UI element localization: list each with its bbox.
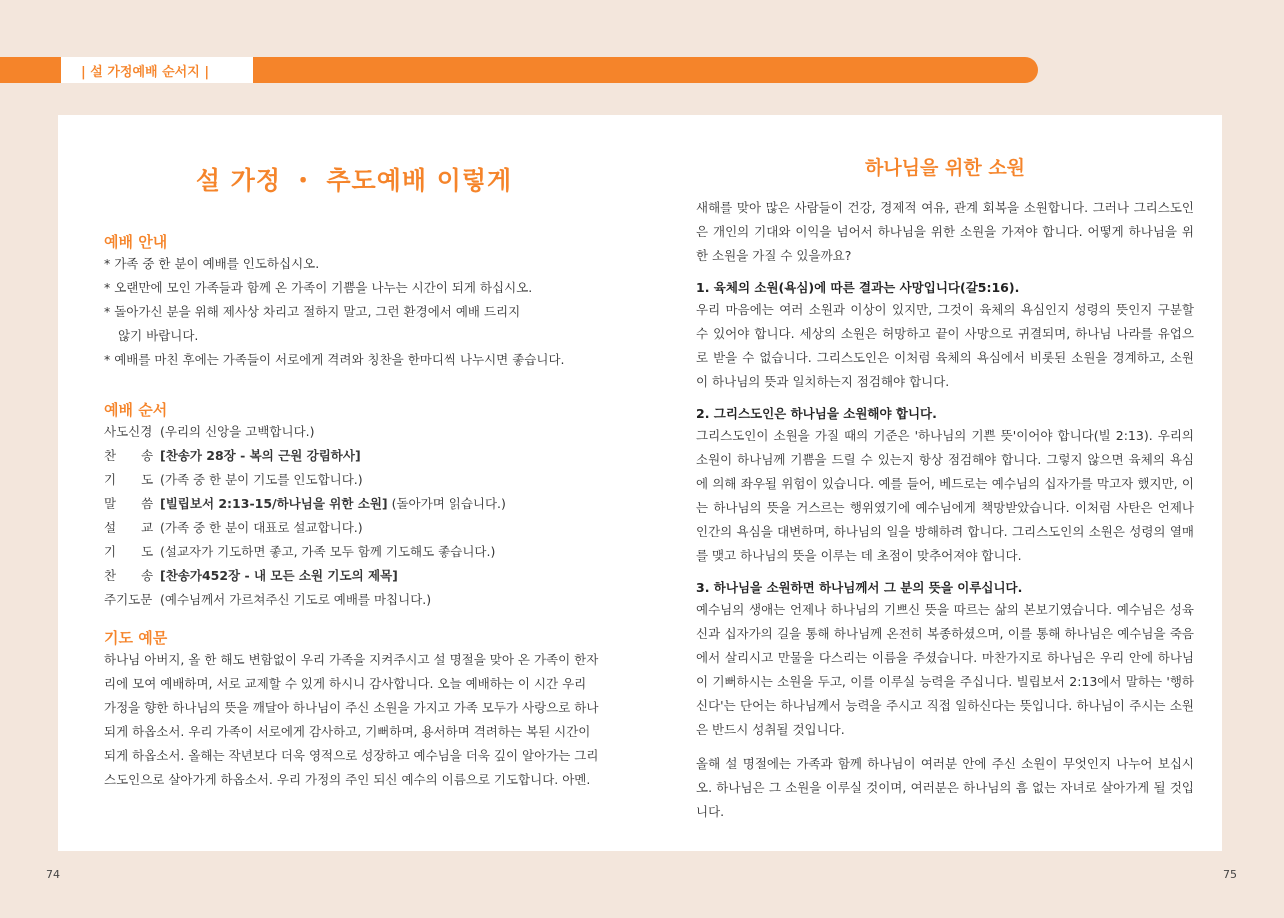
sermon-intro: 새해를 맞아 많은 사람들이 건강, 경제적 여유, 관계 회복을 소원합니다. 그러나 그리스도인은 개인의 기대와 이익을 넘어서 하나님을 위한 소원을 가져야 합니다. 어떻게 하나님을 위한 소원을 가질 수 있을까요? — [696, 200, 1194, 263]
page-number-left: 74 — [46, 868, 60, 881]
order-row: 기 도 (설교자가 기도하면 좋고, 가족 모두 함께 기도해도 좋습니다.) — [104, 544, 496, 559]
point-body: 우리 마음에는 여러 소원과 이상이 있지만, 그것이 육체의 욕심인지 성령의 뜻인지 구분할 수 있어야 합니다. 세상의 소원은 허망하고 끝이 사망으로 귀결되며, 하나님 나라를 유업으로 받을 수 없습니다. 그리스도인은 이처럼 육체의 욕심에서 비롯된 소원을 경계하고, 소원이 하나님의 뜻과 일치하는지 점검해야 합니다. — [696, 302, 1194, 389]
page-title: 설 가정 ・ 추도예배 이렇게 — [195, 166, 513, 195]
prayer-line: 하나님 아버지, 올 한 해도 변함없이 우리 가족을 지켜주시고 설 명절을 맞아 온 가족이 한자 — [104, 652, 599, 667]
prayer-line: 되게 하옵소서. 우리 가족이 서로에게 감사하고, 기뻐하며, 용서하며 격려하는 복된 시간이 — [104, 724, 591, 739]
guide-item: * 예배를 마친 후에는 가족들이 서로에게 격려와 칭찬을 한마디씩 나누시면 좋습니다. — [104, 352, 565, 367]
section-label-tab — [60, 57, 253, 83]
guide-item-continued: 않기 바랍니다. — [118, 328, 199, 343]
prayer-text — [104, 648, 604, 792]
guide-item: * 오랜만에 모인 가족들과 함께 온 가족이 기쁨을 나누는 시간이 되게 하십시오. — [104, 280, 533, 295]
order-row: 주기도문 (예수님께서 가르쳐주신 기도로 예배를 마칩니다.) — [104, 592, 432, 607]
right-page — [696, 153, 1194, 824]
left-page — [104, 160, 604, 792]
order-row: 사도신경 (우리의 신앙을 고백합니다.) — [104, 424, 315, 439]
prayer-line: 가정을 향한 하나님의 뜻을 깨달아 하나님이 주신 소원을 가지고 가족 모두가 사랑으로 하나 — [104, 700, 599, 715]
guide-item: * 돌아가신 분을 위해 제사상 차리고 절하지 말고, 그런 환경에서 예배 드리지 — [104, 304, 521, 319]
point-heading: 2. 그리스도인은 하나님을 소원해야 합니다. — [696, 406, 937, 421]
order-row: 찬 송 [찬송가452장 - 내 모든 소원 기도의 제목] — [104, 568, 398, 583]
order-row: 말 씀 [빌립보서 2:13-15/하나님을 위한 소원] (돌아가며 읽습니다.) — [104, 496, 506, 511]
guide-list — [104, 252, 604, 372]
prayer-line: 되게 하옵소서. 올해는 작년보다 더욱 영적으로 성장하고 예수님을 더욱 깊이 알아가는 그리 — [104, 748, 599, 763]
point-heading: 3. 하나님을 소원하면 하나님께서 그 분의 뜻을 이루십니다. — [696, 580, 1023, 595]
point-heading: 1. 육체의 소원(욕심)에 따른 결과는 사망입니다(갈5:16). — [696, 280, 1020, 295]
point-body: 예수님의 생애는 언제나 하나님의 기쁘신 뜻을 따르는 삶의 본보기였습니다. 예수님은 성육신과 십자가의 길을 통해 하나님께 온전히 복종하셨으며, 이를 통해 하나님은 예수님을 죽음에서 살리시고 만물을 다스리는 이름을 주셨습니다. 마찬가지로 하나님은 우리 안에 하나님이 기뻐하시는 소원을 두고, 이를 이루실 능력을 주십니다. 빌립보서 2:13에서 말하는 '행하신다'는 단어는 하나님께서 능력을 주시고 직접 일하신다는 뜻입니다. 하나님이 주시는 소원은 반드시 성취될 것입니다. — [696, 602, 1194, 737]
order-list — [104, 420, 604, 612]
prayer-line: 리에 모여 예배하며, 서로 교제할 수 있게 하시니 감사합니다. 오늘 예배하는 이 시간 우리 — [104, 676, 587, 691]
prayer-line: 스도인으로 살아가게 하옵소서. 우리 가정의 주인 되신 예수의 이름으로 기도합니다. 아멘. — [104, 772, 591, 787]
section-label: | 설 가정예배 순서지 | — [81, 65, 210, 80]
guide-item: * 가족 중 한 분이 예배를 인도하십시오. — [104, 256, 320, 271]
order-row: 기 도 (가족 중 한 분이 기도를 인도합니다.) — [104, 472, 363, 487]
sermon-closing: 올해 설 명절에는 가족과 함께 하나님이 여러분 안에 주신 소원이 무엇인지 나누어 보십시오. 하나님은 그 소원을 이루실 것이며, 여러분은 하나님의 흠 없는 자녀로 살아가게 될 것입니다. — [696, 756, 1194, 819]
order-row: 찬 송 [찬송가 28장 - 복의 근원 강림하사] — [104, 448, 361, 463]
order-row: 설 교 (가족 중 한 분이 대표로 설교합니다.) — [104, 520, 363, 535]
point-body: 그리스도인이 소원을 가질 때의 기준은 '하나님의 기쁜 뜻'이어야 합니다(빌 2:13). 우리의 소원이 하나님께 기쁨을 드릴 수 있는지 항상 점검해야 합니다. 그렇지 않으면 육체의 욕심에 의해 좌우될 위험이 있습니다. 예를 들어, 베드로는 예수님의 십자가를 막고자 했지만, 이는 하나님의 뜻을 거스르는 행위였기에 예수님에게 책망받았습니다. 이처럼 사탄은 언제나 인간의 욕심을 대변하며, 하나님의 일을 방해하려 합니다. 그리스도인의 소원은 성령의 열매를 맺고 하나님의 뜻을 이루는 데 초점이 맞추어져야 합니다. — [696, 428, 1194, 563]
sermon-title: 하나님을 위한 소원 — [864, 157, 1026, 179]
prayer-heading: 기도 예문 — [104, 629, 168, 647]
page-number-right: 75 — [1223, 868, 1237, 881]
order-heading: 예배 순서 — [104, 401, 168, 419]
guide-heading: 예배 안내 — [104, 233, 168, 251]
